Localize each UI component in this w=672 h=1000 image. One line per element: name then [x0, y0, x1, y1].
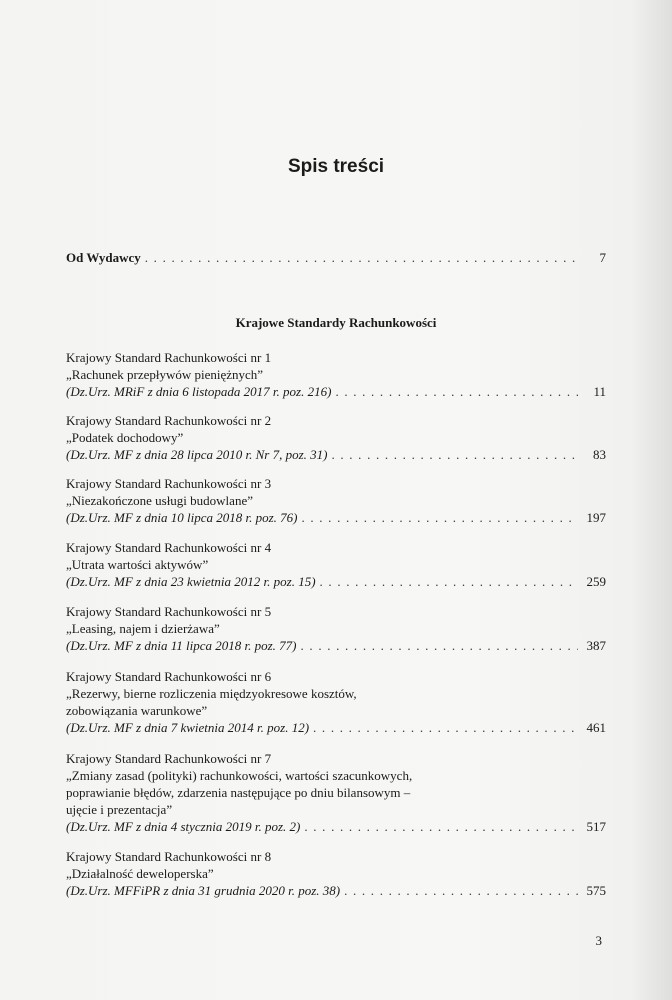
leader-dots [331, 446, 578, 463]
toc-label: Od Wydawcy [66, 250, 141, 265]
entry-subtitle: „Niezakończone usługi budowlane” [66, 493, 253, 508]
footer-page-number: 3 [595, 933, 602, 948]
toc-entry-4[interactable] [66, 539, 606, 590]
entry-subtitle-line-3: ujęcie i prezentacja” [66, 802, 173, 817]
section-heading: Krajowe Standardy Rachunkowości [235, 315, 437, 330]
leader-dots [344, 882, 578, 899]
entry-source: (Dz.Urz. MFFiPR z dnia 31 grudnia 2020 r. poz. 38) [66, 883, 341, 898]
page-number: 7 [599, 250, 606, 265]
page-number: 387 [586, 638, 606, 653]
page-title: Spis treści [287, 156, 385, 177]
page-number: 83 [593, 447, 606, 462]
entry-subtitle: „Działalność deweloperska” [66, 866, 214, 881]
toc-entry-7[interactable] [66, 750, 606, 835]
entry-source: (Dz.Urz. MRiF z dnia 6 listopada 2017 r. poz. 216) [66, 384, 332, 399]
page-number: 11 [593, 384, 606, 399]
entry-subtitle-line-2: poprawianie błędów, zdarzenia następujące po dniu bilansowym – [66, 785, 411, 800]
leader-dots [145, 249, 578, 266]
entry-name: Krajowy Standard Rachunkowości nr 1 [66, 350, 272, 365]
page-number: 461 [586, 720, 606, 735]
entry-source: (Dz.Urz. MF z dnia 11 lipca 2018 r. poz. 77) [66, 638, 297, 653]
entry-subtitle: „Podatek dochodowy” [66, 430, 184, 445]
toc-entry-publisher[interactable] [66, 249, 606, 266]
leader-dots [301, 637, 578, 654]
entry-name: Krajowy Standard Rachunkowości nr 2 [66, 413, 272, 428]
toc-entry-8[interactable] [66, 848, 606, 899]
page-number: 197 [586, 510, 606, 525]
toc-entry-5[interactable] [66, 603, 606, 654]
entry-name: Krajowy Standard Rachunkowości nr 6 [66, 669, 272, 684]
toc-entry-1[interactable] [66, 349, 606, 400]
page-number: 575 [586, 883, 606, 898]
entry-subtitle: „Rachunek przepływów pieniężnych” [66, 367, 264, 382]
page-number: 517 [586, 819, 606, 834]
entry-source: (Dz.Urz. MF z dnia 7 kwietnia 2014 r. poz. 12) [66, 720, 310, 735]
entry-name: Krajowy Standard Rachunkowości nr 3 [66, 476, 272, 491]
leader-dots [313, 719, 578, 736]
leader-dots [301, 509, 578, 526]
entry-source: (Dz.Urz. MF z dnia 28 lipca 2010 r. Nr 7, poz. 31) [66, 447, 328, 462]
entry-name: Krajowy Standard Rachunkowości nr 5 [66, 604, 272, 619]
toc-entry-3[interactable] [66, 475, 606, 526]
entry-source: (Dz.Urz. MF z dnia 10 lipca 2018 r. poz. 76) [66, 510, 298, 525]
entry-source: (Dz.Urz. MF z dnia 23 kwietnia 2012 r. poz. 15) [66, 574, 316, 589]
leader-dots [335, 383, 578, 400]
leader-dots [320, 573, 578, 590]
entry-subtitle-line-2: zobowiązania warunkowe” [66, 703, 208, 718]
page-number: 259 [586, 574, 606, 589]
entry-name: Krajowy Standard Rachunkowości nr 8 [66, 849, 272, 864]
entry-name: Krajowy Standard Rachunkowości nr 7 [66, 751, 272, 766]
entry-subtitle: „Utrata wartości aktywów” [66, 557, 209, 572]
toc-entry-6[interactable] [66, 668, 606, 736]
page-edge-shadow [632, 0, 672, 1000]
toc-entry-2[interactable] [66, 412, 606, 463]
leader-dots [304, 818, 578, 835]
entry-subtitle: „Leasing, najem i dzierżawa” [66, 621, 220, 636]
entry-subtitle-line-1: „Rezerwy, bierne rozliczenia międzyokresowe kosztów, [66, 686, 357, 701]
entry-subtitle-line-1: „Zmiany zasad (polityki) rachunkowości, wartości szacunkowych, [66, 768, 413, 783]
entry-source: (Dz.Urz. MF z dnia 4 stycznia 2019 r. poz. 2) [66, 819, 301, 834]
entry-name: Krajowy Standard Rachunkowości nr 4 [66, 540, 272, 555]
